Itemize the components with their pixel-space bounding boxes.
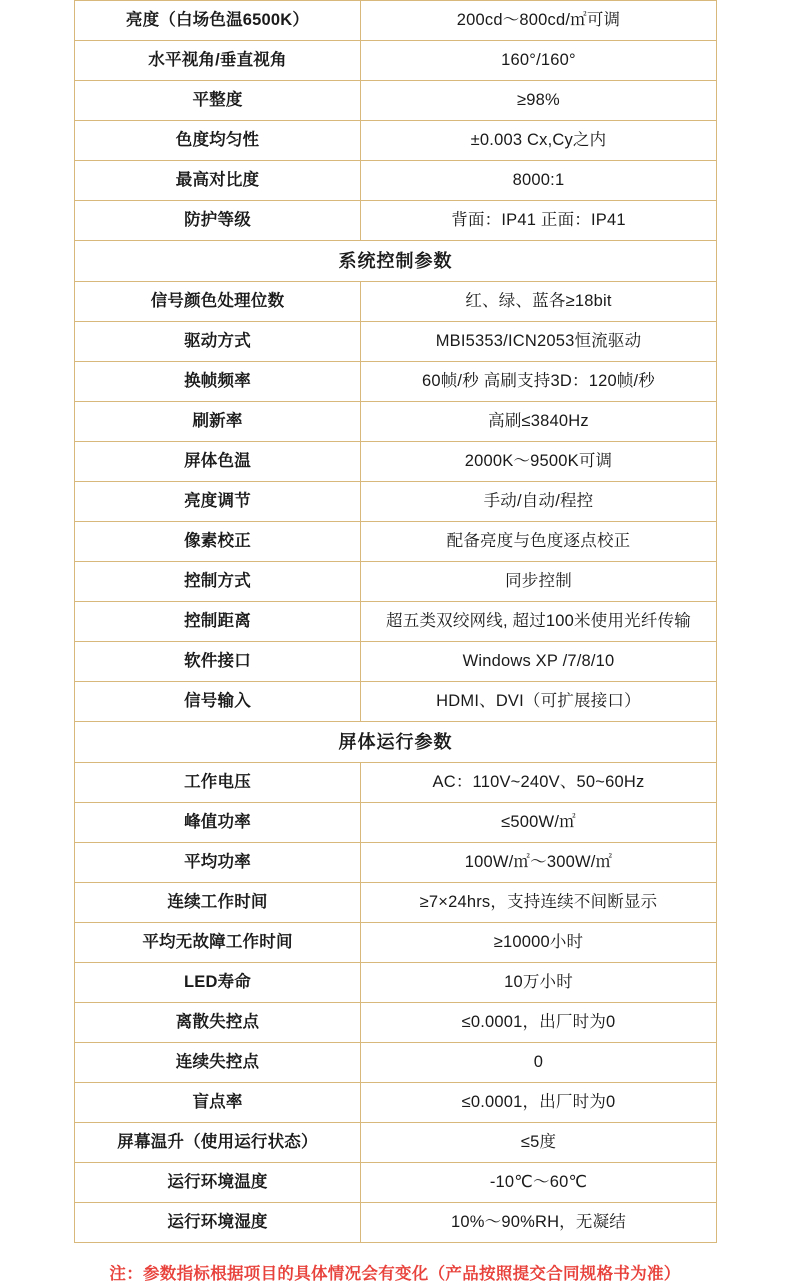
spec-value: ≤0.0001，出厂时为0: [361, 1003, 717, 1043]
table-row: [75, 923, 717, 963]
spec-value: AC：110V~240V、50~60Hz: [361, 763, 717, 803]
table-row: [75, 402, 717, 442]
spec-label: 信号输入: [75, 682, 361, 722]
spec-value: ≤500W/㎡: [361, 803, 717, 843]
spec-value: ≥7×24hrs，支持连续不间断显示: [361, 883, 717, 923]
spec-value: 同步控制: [361, 562, 717, 602]
spec-label: 防护等级: [75, 201, 361, 241]
section-heading: 系统控制参数: [75, 241, 717, 282]
spec-label: 信号颜色处理位数: [75, 282, 361, 322]
spec-label: 控制方式: [75, 562, 361, 602]
spec-label: 亮度调节: [75, 482, 361, 522]
spec-value: 10万小时: [361, 963, 717, 1003]
table-row: [75, 322, 717, 362]
table-row: [75, 1003, 717, 1043]
table-row: [75, 1163, 717, 1203]
spec-value: 红、绿、蓝各≥18bit: [361, 282, 717, 322]
spec-value: 160°/160°: [361, 41, 717, 81]
spec-value: HDMI、DVI（可扩展接口）: [361, 682, 717, 722]
spec-value: ≥98%: [361, 81, 717, 121]
spec-label: 平均功率: [75, 843, 361, 883]
footnote-text: 注：参数指标根据项目的具体情况会有变化（产品按照提交合同规格书为准）: [109, 1265, 681, 1283]
spec-value: ≥10000小时: [361, 923, 717, 963]
table-row: [75, 1043, 717, 1083]
spec-label: LED寿命: [75, 963, 361, 1003]
table-row: [75, 1203, 717, 1243]
spec-value: -10℃～60℃: [361, 1163, 717, 1203]
spec-label: 连续工作时间: [75, 883, 361, 923]
table-section-row: [75, 722, 717, 763]
table-row: [75, 442, 717, 482]
spec-value: MBI5353/ICN2053恒流驱动: [361, 322, 717, 362]
spec-label: 运行环境温度: [75, 1163, 361, 1203]
spec-value: 100W/㎡～300W/㎡: [361, 843, 717, 883]
spec-label: 最高对比度: [75, 161, 361, 201]
spec-value: 超五类双绞网线, 超过100米使用光纤传输: [361, 602, 717, 642]
spec-label: 盲点率: [75, 1083, 361, 1123]
table-section-row: [75, 241, 717, 282]
spec-value: 手动/自动/程控: [361, 482, 717, 522]
table-row: [75, 1, 717, 41]
spec-value: 高刷≤3840Hz: [361, 402, 717, 442]
spec-label: 平均无故障工作时间: [75, 923, 361, 963]
table-row: [75, 482, 717, 522]
spec-value: ≤0.0001，出厂时为0: [361, 1083, 717, 1123]
spec-label: 峰值功率: [75, 803, 361, 843]
table-row: [75, 1123, 717, 1163]
spec-value: 8000:1: [361, 161, 717, 201]
spec-label: 离散失控点: [75, 1003, 361, 1043]
spec-label: 驱动方式: [75, 322, 361, 362]
spec-label: 换帧频率: [75, 362, 361, 402]
table-row: [75, 161, 717, 201]
spec-label: 亮度（白场色温6500K）: [75, 1, 361, 41]
spec-label: 软件接口: [75, 642, 361, 682]
table-row: [75, 81, 717, 121]
spec-value: ≤5度: [361, 1123, 717, 1163]
spec-label: 屏体色温: [75, 442, 361, 482]
specifications-table: [74, 0, 717, 1243]
table-row: [75, 763, 717, 803]
spec-label: 水平视角/垂直视角: [75, 41, 361, 81]
table-row: [75, 1083, 717, 1123]
table-row: [75, 522, 717, 562]
table-row: [75, 282, 717, 322]
section-heading: 屏体运行参数: [75, 722, 717, 763]
spec-value: 10%～90%RH，无凝结: [361, 1203, 717, 1243]
table-row: [75, 803, 717, 843]
table-row: [75, 201, 717, 241]
table-row: [75, 121, 717, 161]
spec-value: 60帧/秒 高刷支持3D：120帧/秒: [361, 362, 717, 402]
table-row: [75, 562, 717, 602]
table-row: [75, 963, 717, 1003]
table-row: [75, 602, 717, 642]
spec-value: 背面：IP41 正面：IP41: [361, 201, 717, 241]
spec-value: Windows XP /7/8/10: [361, 642, 717, 682]
spec-value: 200cd～800cd/㎡可调: [361, 1, 717, 41]
spec-value: ±0.003 Cx,Cy之内: [361, 121, 717, 161]
spec-label: 工作电压: [75, 763, 361, 803]
spec-value: 2000K～9500K可调: [361, 442, 717, 482]
spec-label: 平整度: [75, 81, 361, 121]
spec-label: 色度均匀性: [75, 121, 361, 161]
table-row: [75, 682, 717, 722]
spec-value: 配备亮度与色度逐点校正: [361, 522, 717, 562]
table-row: [75, 41, 717, 81]
spec-label: 刷新率: [75, 402, 361, 442]
spec-label: 连续失控点: [75, 1043, 361, 1083]
specifications-table-body: [75, 1, 717, 1243]
spec-label: 运行环境湿度: [75, 1203, 361, 1243]
spec-label: 屏幕温升（使用运行状态）: [75, 1123, 361, 1163]
spec-label: 像素校正: [75, 522, 361, 562]
table-row: [75, 843, 717, 883]
table-row: [75, 362, 717, 402]
table-row: [75, 883, 717, 923]
spec-value: 0: [361, 1043, 717, 1083]
spec-label: 控制距离: [75, 602, 361, 642]
table-row: [75, 642, 717, 682]
